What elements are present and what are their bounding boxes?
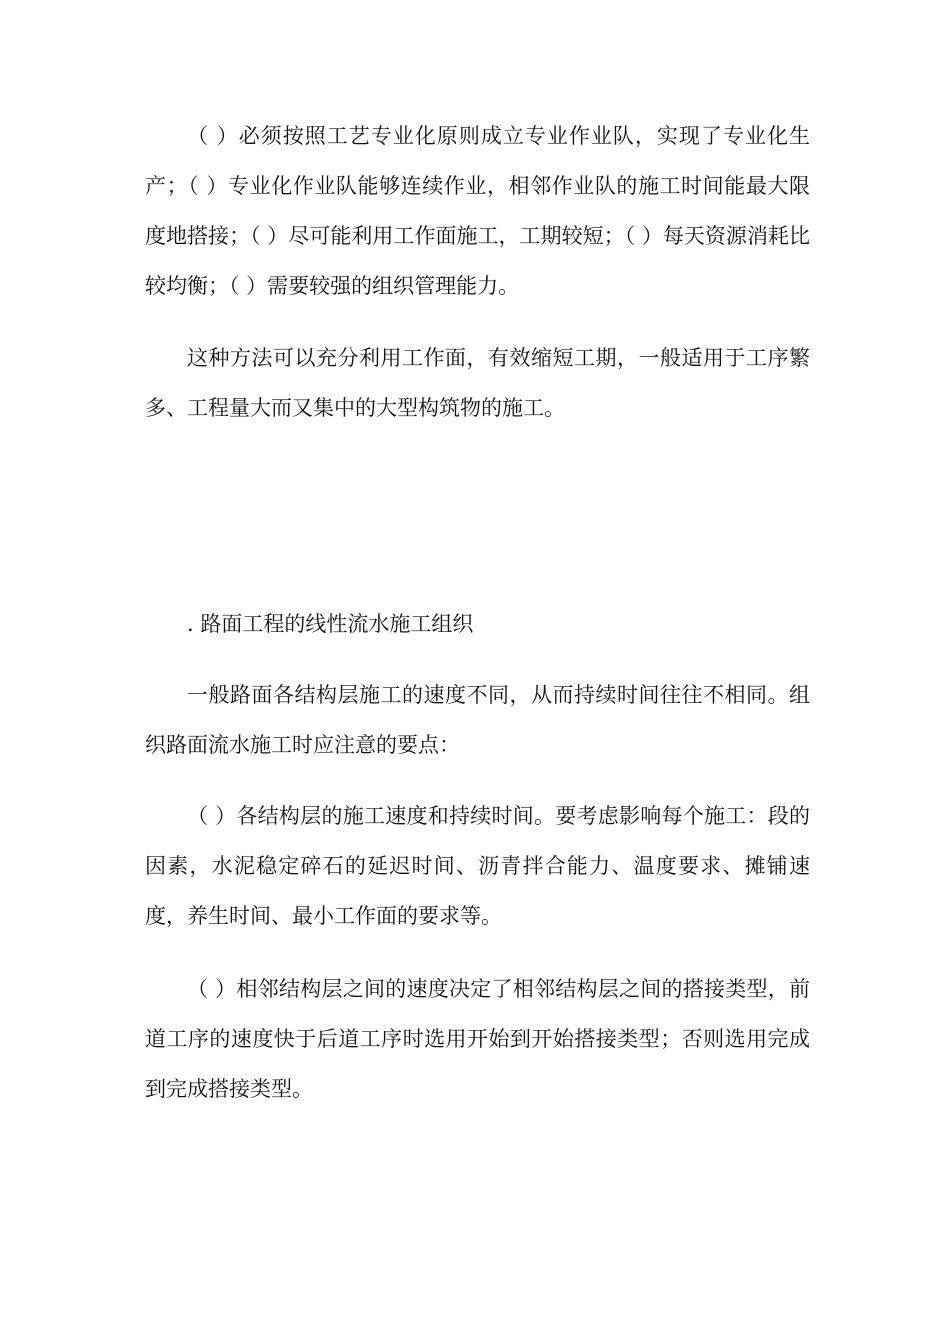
paragraph-applicability: 这种方法可以充分利用工作面，有效缩短工期，一般适用于工序繁多、工程量大而又集中的大型构筑物的施工。 [145,346,810,420]
paragraph-introduction: 一般路面各结构层施工的速度不同，从而持续时间往往不相同。组织路面流水施工时应注意的要点： [145,683,810,757]
paragraph-advantages: （ ）必须按照工艺专业化原则成立专业作业队，实现了专业化生产；（ ）专业化作业队能够连续作业，相邻作业队的施工时间能最大限度地搭接；（ ）尽可能利用工作面施工，工期较短；（ ）每天资源消耗比较均衡；（ ）需要较强的组织管理能力。 [145,124,810,298]
paragraph-point-overlap-type: （ ）相邻结构层之间的速度决定了相邻结构层之间的搭接类型，前道工序的速度快于后道工序时选用开始到开始搭接类型；否则选用完成到完成搭接类型。 [145,977,810,1101]
section-heading: . 路面工程的线性流水施工组织 [187,612,474,636]
paragraph-point-speed-duration: （ ）各结构层的施工速度和持续时间。要考虑影响每个施工：段的因素，水泥稳定碎石的延迟时间、沥青拌合能力、温度要求、摊铺速度，养生时间、最小工作面的要求等。 [145,804,810,928]
